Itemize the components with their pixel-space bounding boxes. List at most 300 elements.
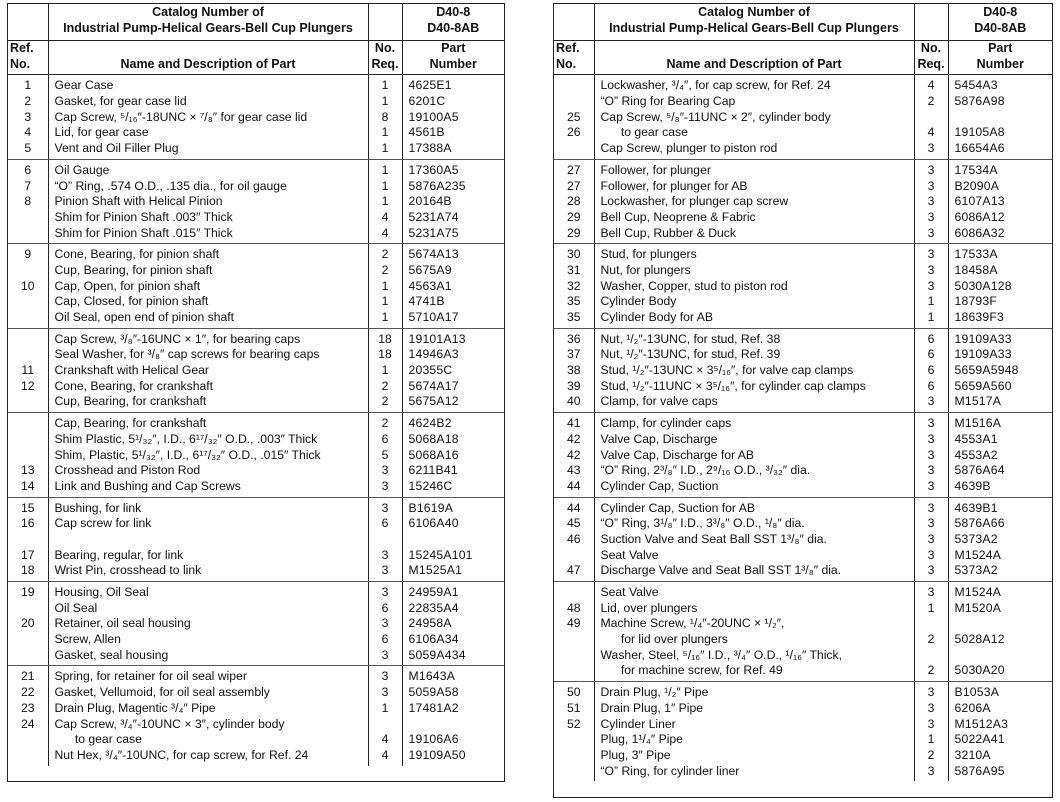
part-name: Drain Plug, Magentic ³/₄″ Pipe: [54, 700, 216, 715]
qty-cell: [368, 582, 402, 666]
part-part: [409, 532, 505, 548]
part-qty: 1: [927, 294, 935, 309]
table-row: [8, 582, 504, 666]
part-ref: 5: [24, 141, 32, 156]
part-ref: 16: [20, 516, 35, 531]
part-ref: 21: [20, 669, 35, 684]
part-header-line1: Part: [441, 41, 466, 55]
qty-cell: [914, 682, 948, 782]
part-qty: 3: [927, 478, 935, 493]
part-cell: [948, 244, 1052, 328]
part-ref: [8, 294, 48, 310]
part-ref: 44: [566, 500, 581, 515]
part-name: Cup, Bearing, for crankshaft: [54, 394, 207, 409]
part-part: 19101A13: [408, 331, 466, 346]
part-name: Stud, ¹/₂″-11UNC × 3⁵/₁₆″, for cylinder cap clamps: [600, 378, 866, 393]
qty-header-line1: No.: [374, 41, 396, 55]
part-qty: 1: [381, 78, 389, 93]
qty-cell: [914, 413, 948, 497]
part-ref: 31: [566, 262, 581, 277]
name-cell: [594, 159, 914, 243]
ref-cell: [8, 582, 48, 666]
part-name: “O” Ring, for cylinder liner: [600, 763, 740, 778]
part-qty: 3: [927, 178, 935, 193]
part-qty: 3: [927, 716, 935, 731]
part-part: M1516A: [954, 416, 1002, 431]
table-row: [554, 413, 1052, 497]
part-ref: [554, 632, 594, 648]
model-line2: D40-8AB: [974, 21, 1027, 35]
part-part: 5675A12: [408, 394, 459, 409]
part-part: 17534A: [954, 162, 998, 177]
part-name: Cap Screw, ³/₄″-10UNC × 3″, cylinder body to gear case: [54, 716, 285, 747]
part-qty: 1: [381, 162, 389, 177]
part-part: 5030A128: [954, 278, 1012, 293]
qty-cell: [914, 328, 948, 412]
part-name: [55, 532, 368, 548]
part-name: Cap screw for link: [54, 516, 152, 531]
part-part: B1619A: [408, 500, 454, 515]
part-part: 24958A: [408, 616, 452, 631]
part-header-line2: Number: [976, 56, 1024, 71]
part-ref: 22: [20, 685, 35, 700]
part-ref: [8, 332, 48, 348]
part-qty: 6: [927, 331, 935, 346]
part-ref: 13: [20, 463, 35, 478]
part-cell: [948, 75, 1052, 159]
part-part: 19109A33: [954, 331, 1012, 346]
part-name: Link and Bushing and Cap Screws: [54, 478, 241, 493]
ref-cell: [554, 244, 594, 328]
part-ref: 49: [566, 616, 581, 631]
part-qty: 6: [381, 431, 389, 446]
part-name: Pinion Shaft with Helical Pinion: [54, 194, 223, 209]
ref-cell: [8, 75, 48, 159]
part-ref: 41: [566, 416, 581, 431]
part-name: Cap Screw, plunger to piston rod: [600, 141, 778, 156]
part-ref: 29: [566, 209, 581, 224]
part-ref: 29: [566, 225, 581, 240]
model-number: [948, 4, 1052, 41]
model-number: [402, 4, 504, 41]
part-name: Cup, Bearing, for pinion shaft: [54, 262, 213, 277]
part-ref: [8, 532, 48, 548]
part-cell: [402, 75, 504, 159]
part-ref: [554, 78, 594, 94]
part-cell: [948, 582, 1052, 682]
part-qty: 3: [927, 431, 935, 446]
part-name: Machine Screw, ¹/₄″-20UNC × ¹/₂″, for lid over plungers: [600, 616, 785, 647]
part-qty: 3: [927, 247, 935, 262]
part-name: Shim Plastic, 5¹/₃₂″, I.D., 6¹⁷/₃₂″ O.D., .003″ Thick: [54, 431, 318, 446]
part-part: 5876A98: [954, 94, 1005, 109]
ref-cell: [554, 497, 594, 581]
part-ref: [8, 394, 48, 410]
table-row: [554, 682, 1052, 782]
part-cell: [948, 413, 1052, 497]
ref-cell: [8, 666, 48, 766]
part-name: Cone, Bearing, for pinion shaft: [54, 247, 220, 262]
part-name: Drain Plug, ¹/₂″ Pipe: [600, 685, 709, 700]
catalog-title: [48, 4, 368, 41]
name-cell: [48, 159, 368, 243]
name-header: [594, 41, 914, 75]
name-cell: [48, 244, 368, 328]
ref-cell: [8, 244, 48, 328]
part-qty: 3: [927, 516, 935, 531]
part-part: 4624B2: [408, 416, 452, 431]
part-part: 19105A8: [954, 125, 1005, 140]
part-part: B2090A: [954, 178, 1000, 193]
part-qty: 3: [927, 162, 935, 177]
part-name: Bushing, for link: [54, 500, 142, 515]
part-ref: 20: [20, 616, 35, 631]
part-ref: [8, 601, 48, 617]
part-part: 16654A6: [954, 141, 1005, 156]
qty-cell: [914, 159, 948, 243]
part-name: Retainer, oil seal housing: [54, 616, 191, 631]
part-qty: 3: [381, 685, 389, 700]
ref-header-line1: Ref.: [10, 41, 34, 55]
part-name: Gear Case: [54, 78, 114, 93]
name-header: [48, 41, 368, 75]
part-qty: 4: [381, 209, 389, 224]
part-part: 5059A434: [408, 647, 466, 662]
part-name: Screw, Allen: [54, 632, 121, 647]
part-name: Lockwasher, ³/₄″, for cap screw, for Ref. 24: [600, 78, 831, 93]
part-qty: 2: [927, 632, 935, 647]
table-row: [8, 666, 504, 766]
part-cell: [948, 682, 1052, 782]
part-cell: [948, 497, 1052, 581]
part-qty: 6: [381, 632, 389, 647]
part-name: Oil Seal, open end of pinion shaft: [54, 310, 235, 324]
ref-header-line2: No.: [556, 56, 577, 71]
part-qty: 2: [381, 394, 389, 409]
part-part: 4563A1: [408, 278, 452, 293]
part-part: 6106A40: [408, 516, 459, 531]
part-qty: [369, 532, 402, 548]
part-qty: 18: [378, 331, 392, 346]
part-cell: [402, 159, 504, 243]
part-ref: [8, 732, 48, 748]
part-qty: 5: [381, 447, 389, 462]
part-qty: 4: [381, 747, 389, 762]
part-name: Nut, ¹/₂″-13UNC, for stud, Ref. 38: [600, 331, 781, 346]
table-row: [554, 497, 1052, 581]
part-part: 6211B41: [408, 463, 458, 478]
part-name: Nut Hex, ³/₄″-10UNC, for cap screw, for Ref. 24: [54, 747, 309, 762]
parts-group: [8, 413, 504, 497]
part-ref: 27: [566, 178, 581, 193]
part-qty: 1: [927, 732, 935, 747]
ref-cell: [8, 497, 48, 581]
table-row: [554, 244, 1052, 328]
part-name: Follower, for plunger for AB: [600, 178, 748, 193]
part-ref: 42: [566, 447, 581, 462]
part-ref: [554, 548, 594, 564]
part-ref: 32: [566, 278, 581, 293]
part-ref: 10: [20, 278, 35, 293]
name-cell: [594, 244, 914, 328]
part-name: Clamp, for valve caps: [600, 394, 718, 409]
part-qty: 1: [927, 600, 935, 615]
part-qty: 3: [927, 531, 935, 546]
part-qty: 1: [381, 310, 389, 324]
qty-cell: [368, 497, 402, 581]
part-qty: 6: [927, 378, 935, 393]
part-qty: 3: [927, 700, 935, 715]
part-qty: 4: [381, 225, 389, 240]
part-name: Cylinder Body: [600, 294, 677, 309]
part-qty: 18: [378, 347, 392, 362]
table-row: [554, 159, 1052, 243]
part-part: 17388A: [408, 141, 452, 156]
part-qty: 6: [381, 600, 389, 615]
part-part: 14946A3: [408, 347, 459, 362]
part-part: 6201C: [408, 94, 446, 109]
part-part: 24959A1: [408, 585, 459, 599]
part-qty: 3: [381, 500, 389, 515]
part-name: Valve Cap, Discharge for AB: [600, 447, 755, 462]
part-part: M1524A: [954, 585, 1002, 600]
part-ref: 27: [566, 162, 581, 177]
part-part: 5876A235: [408, 178, 466, 193]
parts-group: [554, 413, 1052, 497]
part-header-line1: Part: [988, 41, 1013, 55]
part-name: “O” Ring, .574 O.D., .135 dia., for oil gauge: [54, 178, 287, 193]
part-qty: 3: [927, 416, 935, 431]
part-qty: 3: [927, 585, 935, 600]
parts-group: [8, 75, 504, 159]
part-name: Oil Gauge: [54, 162, 110, 177]
part-name: “O” Ring for Bearing Cap: [600, 94, 736, 109]
part-ref: 46: [566, 531, 581, 546]
part-ref: [554, 585, 594, 601]
qty-cell: [368, 413, 402, 497]
part-name: Seal Washer, for ³/₈″ cap screws for bearing caps: [54, 347, 320, 362]
part-qty: 3: [927, 225, 935, 240]
part-name: “O” Ring, 2³/₈″ I.D., 2⁹/₁₆ O.D., ³/₃₂″ dia.: [600, 463, 811, 478]
parts-group: [554, 244, 1052, 328]
part-qty: 3: [381, 563, 389, 578]
part-part: 17481A2: [408, 700, 459, 715]
part-part: 18639F3: [954, 310, 1005, 325]
part-name: Crankshaft with Helical Gear: [54, 363, 209, 378]
part-name: Nut, for plungers: [600, 262, 691, 277]
part-name: Cap Screw, ⁵/₁₆″-18UNC × ⁷/₈″ for gear case lid: [54, 109, 308, 124]
empty-header-cell: [8, 4, 48, 41]
part-name: Seat Valve: [600, 585, 659, 600]
part-name: Vent and Oil Filler Plug: [54, 141, 179, 156]
part-part: 5059A58: [408, 685, 459, 700]
part-ref: 44: [566, 478, 581, 493]
part-qty: 2: [381, 262, 389, 277]
part-cell: [402, 582, 504, 666]
qty-header-line2: Req.: [917, 56, 945, 71]
part-name: Lid, for gear case: [54, 125, 149, 140]
part-ref: 9: [24, 247, 32, 262]
catalog-title: [594, 4, 914, 41]
part-name: Washer, Steel, ⁵/₁₆″ I.D., ³/₄″ O.D., ¹/₁₆″ Thick, for machine screw, for Ref. 49: [600, 647, 842, 678]
part-qty: 2: [927, 94, 935, 109]
part-qty: 3: [927, 262, 935, 277]
name-cell: [48, 497, 368, 581]
table-row: [554, 328, 1052, 412]
name-cell: [48, 328, 368, 412]
part-part: 22835A4: [408, 600, 459, 615]
part-cell: [948, 328, 1052, 412]
parts-group: [8, 159, 504, 243]
part-ref: 35: [566, 310, 581, 325]
ref-cell: [8, 159, 48, 243]
part-part: 5373A2: [954, 563, 998, 578]
part-ref: 37: [566, 347, 581, 362]
catalog-title-line1: Catalog Number of: [698, 5, 810, 20]
qty-cell: [368, 244, 402, 328]
part-qty: 1: [381, 294, 389, 309]
part-ref: 11: [21, 363, 35, 378]
parts-group: [554, 497, 1052, 581]
part-part: 5710A17: [408, 310, 459, 324]
part-name: Spring, for retainer for oil seal wiper: [54, 669, 247, 684]
part-part: 6206A: [954, 700, 991, 715]
part-qty: 3: [927, 500, 935, 515]
parts-group: [8, 244, 504, 328]
part-name: Follower, for plunger: [600, 162, 711, 177]
qty-header-line2: Req.: [371, 56, 399, 71]
part-ref: 25: [566, 109, 581, 124]
part-part: 5028A12: [954, 632, 1005, 647]
part-part: 4741B: [408, 294, 445, 309]
part-part: 5659A5948: [954, 363, 1019, 378]
part-ref: [554, 94, 594, 110]
part-part: 5068A18: [408, 431, 459, 446]
name-cell: [594, 413, 914, 497]
name-cell: [594, 497, 914, 581]
part-qty: 2: [381, 247, 389, 262]
part-name: Shim for Pinion Shaft .015″ Thick: [54, 225, 233, 240]
part-part: 19100A5: [408, 109, 459, 124]
part-part: 18793F: [954, 294, 998, 309]
qty-header: [914, 41, 948, 75]
part-ref: 2: [24, 94, 32, 109]
ref-cell: [554, 682, 594, 782]
part-ref: 26: [566, 125, 581, 140]
part-ref: [8, 310, 48, 326]
table-row: [8, 244, 504, 328]
part-qty: 2: [927, 663, 935, 678]
part-name: Shim, Plastic, 5¹/₃₂″, I.D., 6¹⁷/₃₂″ O.D., .015″ Thick: [54, 447, 321, 462]
ref-cell: [554, 159, 594, 243]
part-name: Stud, for plungers: [600, 247, 697, 262]
part-qty: 3: [381, 669, 389, 684]
part-part: 5674A17: [408, 378, 459, 393]
part-name: Suction Valve and Seat Ball SST 1³/₈″ dia.: [600, 531, 827, 546]
part-part: 4639B1: [954, 500, 998, 515]
part-qty: 3: [927, 194, 935, 209]
part-part: M1517A: [954, 394, 1002, 409]
part-name: Valve Cap, Discharge: [600, 431, 718, 446]
part-name: Wrist Pin, crosshead to link: [54, 563, 202, 578]
name-cell: [594, 328, 914, 412]
part-ref: 48: [566, 600, 581, 615]
part-ref: [554, 764, 594, 780]
part-name: Bearing, regular, for link: [54, 547, 184, 562]
parts-group: [554, 682, 1052, 782]
part-ref: 50: [566, 685, 581, 700]
part-part: 20164B: [408, 194, 452, 209]
part-cell: [402, 497, 504, 581]
part-ref: 8: [24, 194, 32, 209]
part-qty: 4: [381, 732, 389, 747]
part-cell: [402, 413, 504, 497]
table-row: [8, 328, 504, 412]
table-row: [554, 75, 1052, 159]
qty-cell: [368, 159, 402, 243]
part-name: Lockwasher, for plunger cap screw: [600, 194, 789, 209]
part-qty: 2: [927, 747, 935, 762]
part-qty: 3: [927, 685, 935, 700]
part-part: M1525A1: [408, 563, 463, 578]
part-qty: 1: [381, 278, 389, 293]
part-part: 5876A95: [954, 763, 1005, 778]
ref-header-line2: No.: [10, 56, 31, 71]
parts-table-left: [7, 3, 505, 782]
part-qty: 1: [381, 141, 389, 156]
parts-group: [554, 159, 1052, 243]
table-row: [554, 582, 1052, 682]
catalog-title-line1: Catalog Number of: [152, 5, 264, 20]
part-qty: 3: [927, 209, 935, 224]
part-part: 5373A2: [954, 531, 998, 546]
qty-cell: [914, 582, 948, 682]
part-part: 17360A5: [408, 162, 459, 177]
part-qty: 3: [927, 563, 935, 578]
name-cell: [594, 682, 914, 782]
part-name: Cylinder Body for AB: [600, 310, 713, 325]
name-cell: [48, 75, 368, 159]
part-part: 5876A64: [954, 463, 1005, 478]
part-ref: 12: [20, 378, 35, 393]
part-part: 5876A66: [954, 516, 1005, 531]
part-name: Cap, Bearing, for crankshaft: [54, 416, 207, 431]
part-name: Clamp, for cylinder caps: [600, 416, 732, 431]
empty-header-cell: [554, 4, 594, 41]
part-name: Cylinder Liner: [600, 716, 676, 731]
part-part: 15246C: [408, 478, 453, 493]
part-qty: 1: [381, 363, 389, 378]
part-name: Cap, Closed, for pinion shaft: [54, 294, 209, 309]
qty-cell: [368, 75, 402, 159]
part-name: Bell Cup, Neoprene & Fabric: [600, 209, 756, 224]
part-cell: [948, 159, 1052, 243]
part-header-line2: Number: [429, 56, 477, 71]
part-part: M1520A: [954, 600, 1002, 615]
part-ref: 42: [566, 431, 581, 446]
name-cell: [594, 75, 914, 159]
part-part: 4553A1: [954, 431, 998, 446]
qty-cell: [368, 666, 402, 766]
part-name: Plug, 1¹/₄″ Pipe: [600, 732, 683, 747]
parts-group: [554, 75, 1052, 159]
part-name: Gasket, Vellumoid, for oil seal assembly: [54, 685, 270, 700]
ref-cell: [554, 413, 594, 497]
part-part: 5454A3: [954, 78, 998, 93]
part-ref: 3: [24, 109, 32, 124]
part-part: 3210A: [954, 747, 991, 762]
part-qty: 3: [381, 547, 389, 562]
